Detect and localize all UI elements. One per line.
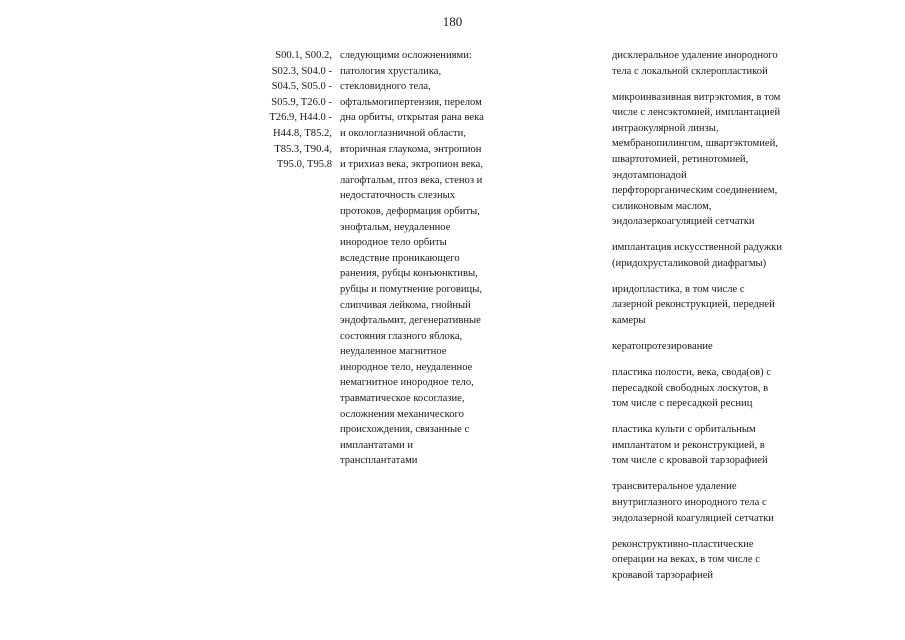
diagnosis-code-line: S05.9, T26.0 - <box>271 96 332 108</box>
treatment-text-line: камеры <box>612 315 646 327</box>
complication-text-line: лагофтальм, птоз века, стеноз и <box>340 174 483 186</box>
treatment-text-line: том числе с кровавой тарзорафией <box>612 455 768 467</box>
complication-text-line: немагнитное инородное тело, <box>340 377 474 389</box>
complication-text-line: инородное тело, неудаленное <box>340 361 473 373</box>
complication-text-line: протоков, деформация орбиты, <box>340 205 480 217</box>
treatment-text-line: том числе с пересадкой ресниц <box>612 398 753 410</box>
treatment-text-line: (иридохрусталиковой диафрагмы) <box>612 257 767 269</box>
diagnosis-code-line: T26.9, H44.0 - <box>269 112 332 124</box>
treatment-text-line: эндолазеркоагуляцией сетчатки <box>612 216 755 228</box>
complication-text-line: ранения, рубцы конъюнктивы, <box>340 268 478 280</box>
treatment-text-line: трансвитеральное удаление <box>612 481 737 493</box>
complication-text-line: неудаленное магнитное <box>340 346 447 358</box>
treatment-text-line: операции на веках, в том числе с <box>612 554 760 566</box>
diagnosis-code-line: H44.8, T85.2, <box>273 127 332 139</box>
treatment-text-line: микроинвазивная витрэктомия, в том <box>612 91 781 103</box>
treatment-text-line: тела с локальной склеропластикой <box>612 65 768 77</box>
complication-text-line: следующими осложнениями: <box>340 50 472 61</box>
complication-text-line: инородное тело орбиты <box>340 237 447 249</box>
page-number: 180 <box>442 14 463 29</box>
complication-text-line: офтальмогипертензия, перелом <box>340 96 482 108</box>
diagnosis-code-line: S04.5, S05.0 - <box>271 81 332 93</box>
treatment-text-line: перфторорганическим соединением, <box>612 185 778 197</box>
complication-text-line: состояния глазного яблока, <box>340 330 463 342</box>
treatment-paragraph <box>612 365 812 412</box>
treatment-paragraph <box>612 537 812 584</box>
treatment-paragraph <box>612 90 812 230</box>
complication-text-line: патология хрусталика, <box>340 65 442 77</box>
treatment-paragraph <box>612 240 812 271</box>
treatment-text-line: реконструктивно-пластические <box>612 538 754 550</box>
treatment-paragraph <box>612 48 812 79</box>
treatments-column <box>612 48 812 594</box>
treatment-text-line: внутриглазного инородного тела с <box>612 496 767 508</box>
complication-text-line: эндофтальмит, дегенеративные <box>340 315 481 327</box>
complication-text-line: вследствие проникающего <box>340 252 460 264</box>
treatment-text-line: числе с ленсэктомией, имплантацией <box>612 107 781 119</box>
diagnosis-code-line: S00.1, S00.2, <box>275 50 332 61</box>
treatment-text-line: имплантация искусственной радужки <box>612 242 782 254</box>
complication-text-line: дна орбиты, открытая рана века <box>340 112 484 124</box>
complication-text-line: стекловидного тела, <box>340 81 431 93</box>
treatment-text-line: имплантатом и реконструкцией, в <box>612 439 765 451</box>
complication-text-line: недостаточность слезных <box>340 190 456 202</box>
diagnosis-code-line: T95.0, T95.8 <box>276 159 332 171</box>
complication-text-line: рубцы и помутнение роговицы, <box>340 283 482 295</box>
treatment-text-line: эндотампонадой <box>612 169 687 181</box>
treatment-text-line: кровавой тарзорафией <box>612 569 714 581</box>
diagnosis-codes-column <box>236 48 332 173</box>
treatment-text-line: швартотомией, ретинотомией, <box>612 153 749 165</box>
treatment-text-line: интраокулярной линзы, <box>612 122 719 134</box>
complication-text-line: имплантатами и <box>340 439 414 451</box>
treatment-text-line: дисклеральное удаление инородного <box>612 50 778 61</box>
treatment-paragraph <box>612 422 812 469</box>
treatment-paragraph <box>612 339 812 355</box>
complication-text-line: слипчивая лейкома, гнойный <box>340 299 471 311</box>
treatment-text-line: иридопластика, в том числе с <box>612 283 745 295</box>
diagnosis-code-line: T85.3, T90.4, <box>274 143 332 155</box>
treatment-text-line: эндолазерной коагуляцией сетчатки <box>612 512 774 524</box>
treatment-text-line: кератопротезирование <box>612 341 713 353</box>
complication-text-line: осложнения механического <box>340 408 464 420</box>
treatment-text-line: пластика культи с орбитальным <box>612 424 756 436</box>
complication-text-line: энофтальм, неудаленное <box>340 221 451 233</box>
complication-text-line: вторичная глаукома, энтропион <box>340 143 482 155</box>
complication-text-line: травматическое косоглазие, <box>340 393 465 405</box>
treatment-text-line: лазерной реконструкцией, передней <box>612 299 775 311</box>
treatment-paragraph <box>612 479 812 526</box>
complication-text-line: происхождения, связанные с <box>340 424 470 436</box>
complication-text-line: и трихиаз века, эктропион века, <box>340 159 484 171</box>
treatment-text-line: пересадкой свободных лоскутов, в <box>612 382 769 394</box>
treatment-text-line: пластика полости, века, свода(ов) с <box>612 367 772 379</box>
treatment-text-line: мембранопилингом, швартэктомией, <box>612 138 778 150</box>
treatment-paragraph <box>612 282 812 329</box>
complication-text-line: трансплантатами <box>340 455 418 467</box>
treatment-text-line: силиконовым маслом, <box>612 200 712 212</box>
complications-column <box>340 48 510 469</box>
diagnosis-code-line: S02.3, S04.0 - <box>271 65 332 77</box>
complication-text-line: и окологлазничной области, <box>340 127 466 139</box>
